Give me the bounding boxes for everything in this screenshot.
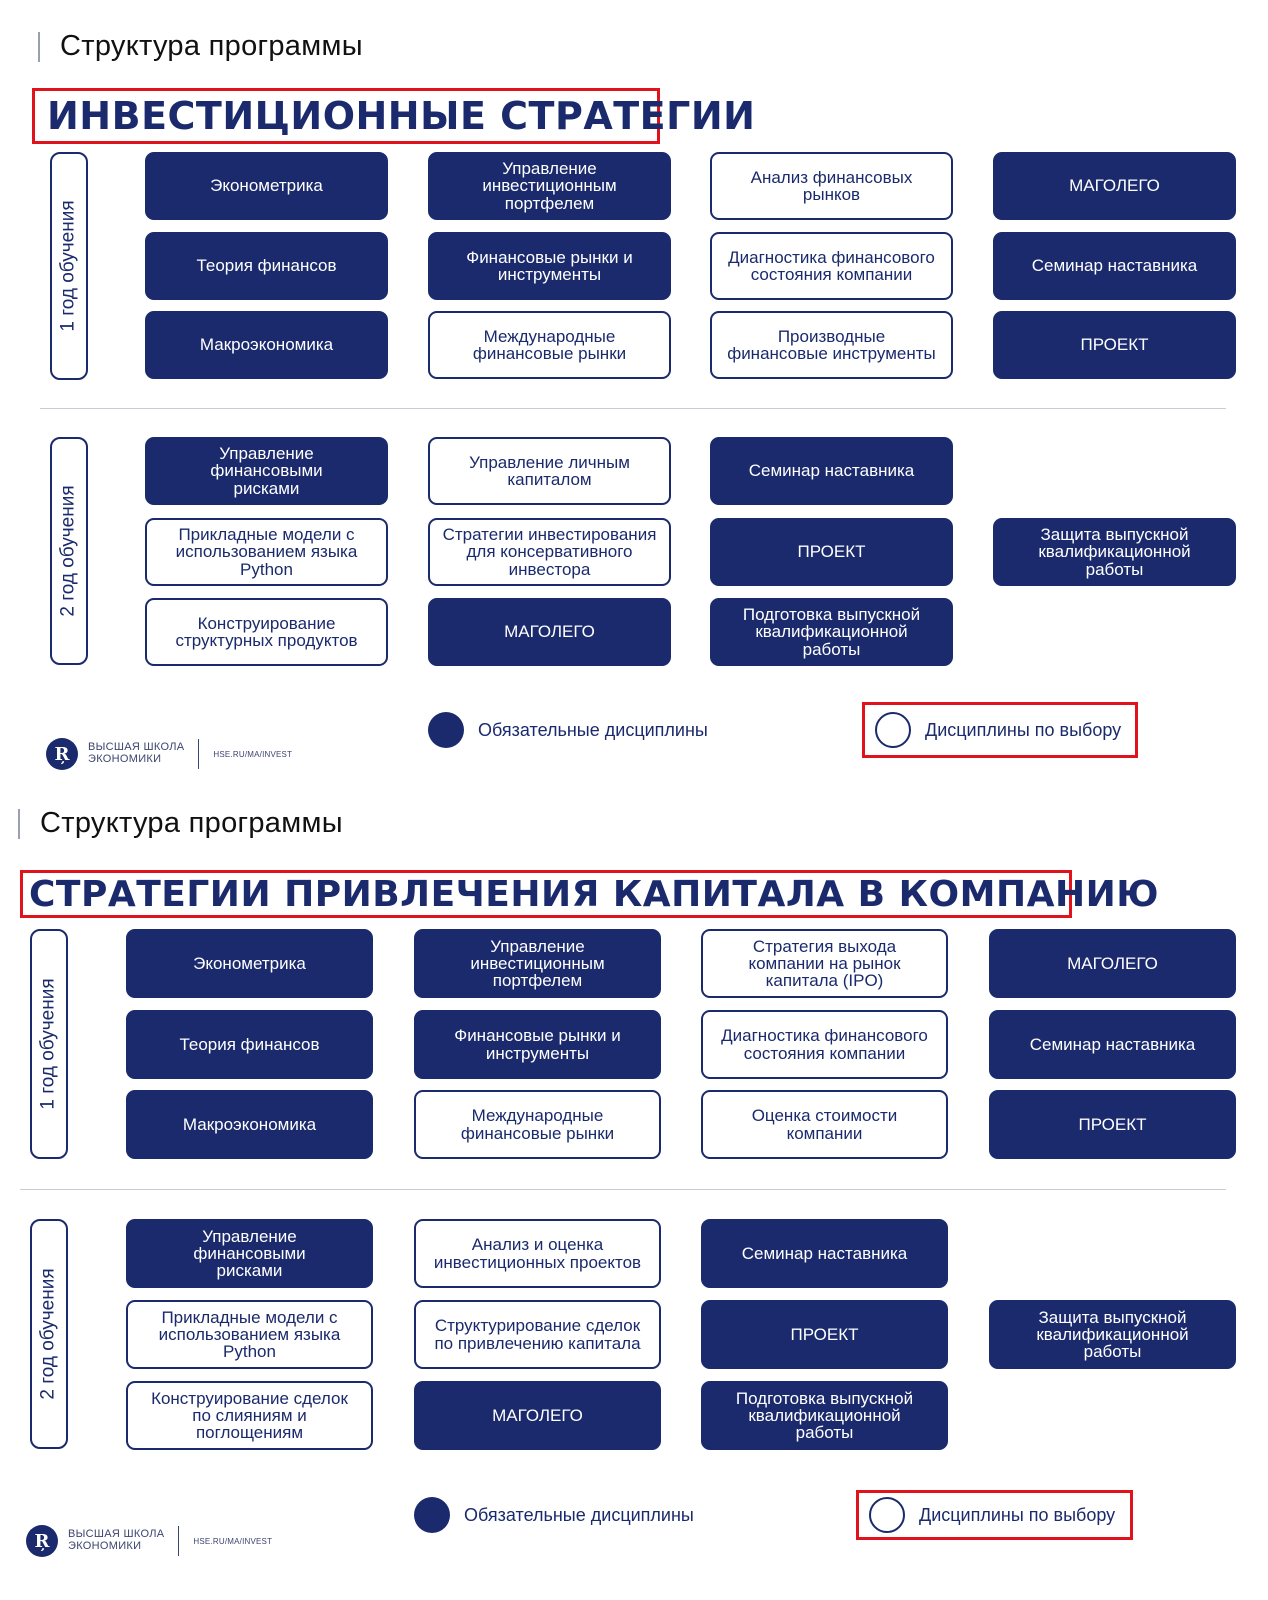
course-box: Теория финансов [145, 232, 388, 300]
course-box: Теория финансов [126, 1010, 373, 1079]
legend-elective-text: Дисциплины по выбору [919, 1504, 1116, 1525]
course-box: Производные финансовые инструменты [710, 311, 953, 379]
program-title [32, 88, 756, 144]
program-panel-investment-strategies [0, 0, 1268, 792]
course-box: Оценка стоимости компании [701, 1090, 948, 1159]
program-url: HSE.RU/MA/INVEST [193, 1536, 273, 1546]
legend-elective-highlight [856, 1490, 1133, 1540]
course-box: Макроэкономика [126, 1090, 373, 1159]
course-box: Диагностика финансового состояния компании [710, 232, 953, 300]
legend-mandatory-text: Обязательные дисциплины [478, 719, 708, 740]
program-title [20, 870, 1159, 918]
filled-circle-icon [414, 1497, 450, 1533]
legend-elective [869, 1497, 1115, 1533]
course-box: Структурирование сделок по привлечению капитала [414, 1300, 661, 1369]
course-box: Семинар наставника [710, 437, 953, 505]
course-box: Международные финансовые рынки [414, 1090, 661, 1159]
hse-name: ВЫСШАЯ ШКОЛА ЭКОНОМИКИ [68, 1528, 165, 1552]
course-box: Прикладные модели с использованием языка Python [145, 518, 388, 586]
hse-emblem-icon: Ŗ [26, 1525, 58, 1557]
course-box: Стратегия выхода компании на рынок капитала (IPO) [701, 929, 948, 998]
course-box: Анализ и оценка инвестиционных проектов [414, 1219, 661, 1288]
program-panel-capital-raising-strategies [0, 792, 1268, 1600]
course-box: Международные финансовые рынки [428, 311, 671, 379]
course-box: Конструирование сделок по слияниям и поглощениям [126, 1381, 373, 1450]
hse-emblem-icon: Ŗ [46, 738, 78, 770]
year-2-label [50, 437, 88, 665]
course-box: ПРОЕКТ [993, 311, 1236, 379]
course-box: Подготовка выпускной квалификационной работы [710, 598, 953, 666]
course-box: Финансовые рынки и инструменты [414, 1010, 661, 1079]
year-1-label-text: 1 год обучения [58, 200, 80, 332]
course-box: Анализ финансовых рынков [710, 152, 953, 220]
heading-text: Структура программы [40, 807, 343, 839]
course-box: МАГОЛЕГО [428, 598, 671, 666]
logo-separator [198, 739, 199, 769]
course-box: ПРОЕКТ [710, 518, 953, 586]
hollow-circle-icon [869, 1497, 905, 1533]
course-box: Диагностика финансового состояния компании [701, 1010, 948, 1079]
course-box: Семинар наставника [989, 1010, 1236, 1079]
legend-elective [875, 712, 1121, 748]
course-box: Финансовые рынки и инструменты [428, 232, 671, 300]
hse-logo [26, 1525, 272, 1557]
course-box: МАГОЛЕГО [414, 1381, 661, 1450]
year-2-label-text: 2 год обучения [58, 485, 80, 617]
section-heading [18, 807, 343, 840]
course-box: Управление финансовыми рисками [145, 437, 388, 505]
filled-circle-icon [428, 712, 464, 748]
course-box: Семинар наставника [993, 232, 1236, 300]
legend-elective-text: Дисциплины по выбору [925, 719, 1122, 740]
legend-mandatory [428, 712, 708, 748]
course-box: Прикладные модели с использованием языка Python [126, 1300, 373, 1369]
course-box: Управление финансовыми рисками [126, 1219, 373, 1288]
year-1-label [50, 152, 88, 380]
section-heading [38, 30, 363, 63]
year-1-label-text: 1 год обучения [38, 978, 60, 1110]
course-box: Управление личным капиталом [428, 437, 671, 505]
course-box: Эконометрика [145, 152, 388, 220]
hse-name: ВЫСШАЯ ШКОЛА ЭКОНОМИКИ [88, 741, 185, 765]
course-box: ПРОЕКТ [701, 1300, 948, 1369]
heading-bar [38, 32, 40, 62]
program-url: HSE.RU/MA/INVEST [213, 749, 293, 759]
course-box: Конструирование структурных продуктов [145, 598, 388, 666]
course-box: Стратегии инвестирования для консервативного инвестора [428, 518, 671, 586]
program-title-text: ИНВЕСТИЦИОННЫЕ СТРАТЕГИИ [47, 94, 756, 138]
hse-logo [46, 738, 292, 770]
course-box: Управление инвестиционным портфелем [428, 152, 671, 220]
course-box: МАГОЛЕГО [989, 929, 1236, 998]
year-2-label [30, 1219, 68, 1449]
year-divider [40, 408, 1226, 409]
legend-mandatory [414, 1497, 694, 1533]
year-2-label-text: 2 год обучения [38, 1268, 60, 1400]
legend-elective-highlight [862, 702, 1138, 758]
heading-bar [18, 809, 20, 839]
course-box: Макроэкономика [145, 311, 388, 379]
year-divider [20, 1189, 1226, 1190]
legend-mandatory-text: Обязательные дисциплины [464, 1504, 694, 1525]
course-box: Защита выпускной квалификационной работы [993, 518, 1236, 586]
year-1-label [30, 929, 68, 1159]
course-box: Управление инвестиционным портфелем [414, 929, 661, 998]
course-box: Семинар наставника [701, 1219, 948, 1288]
course-box: Эконометрика [126, 929, 373, 998]
course-box: Подготовка выпускной квалификационной работы [701, 1381, 948, 1450]
logo-separator [178, 1526, 179, 1556]
course-box: Защита выпускной квалификационной работы [989, 1300, 1236, 1369]
hollow-circle-icon [875, 712, 911, 748]
course-box: ПРОЕКТ [989, 1090, 1236, 1159]
course-box: МАГОЛЕГО [993, 152, 1236, 220]
program-title-text: СТРАТЕГИИ ПРИВЛЕЧЕНИЯ КАПИТАЛА В КОМПАНИЮ [29, 873, 1159, 915]
heading-text: Структура программы [60, 30, 363, 62]
